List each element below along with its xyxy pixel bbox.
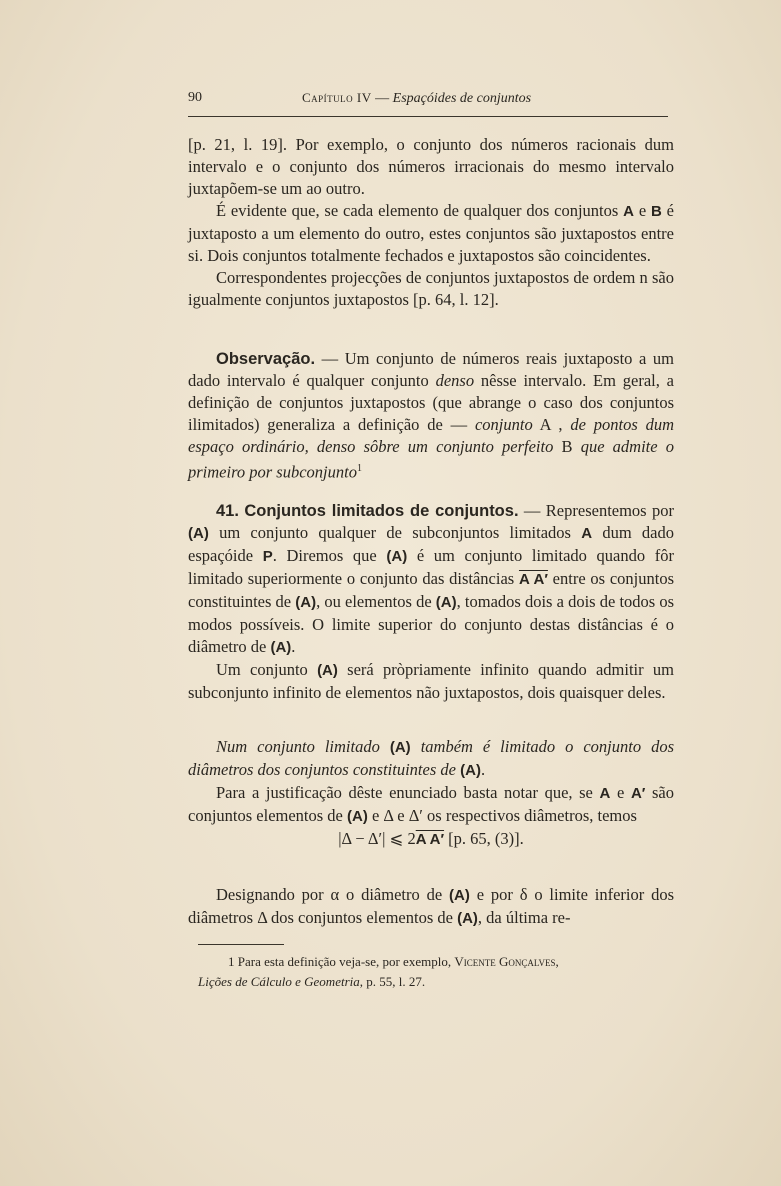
formula: |Δ − Δ′| ⩽ 2A A′ [p. 65, (3)]. bbox=[338, 829, 524, 848]
header-rule bbox=[188, 116, 668, 117]
footnote: 1 Para esta definição veja-se, por exemplo, Vicente Gonçalves, Lições de Cálculo e Geometria, p. 55, l. 27. bbox=[198, 954, 559, 989]
page-number: 90 bbox=[188, 90, 202, 105]
paragraph-2: É evidente que, se cada elemento de qualquer dos conjuntos A e B é juxtaposto a um elemento do outro, estes conjuntos são juxtapostos entre si. Dois conjuntos totalmente fechados e juxtapostos são coincidentes. bbox=[188, 201, 675, 265]
observation-block bbox=[188, 348, 674, 484]
paragraph-1: [p. 21, l. 19]. Por exemplo, o conjunto dos números racionais dum intervalo e o conjunto dos números irracionais do mesmo intervalo juxtapõem-se um ao outro. bbox=[188, 135, 674, 198]
chapter-label: Capítulo IV bbox=[302, 90, 372, 105]
theorem-statement: Num conjunto limitado (A) também é limitado o conjunto dos diâmetros dos conjuntos constituintes de (A). bbox=[188, 737, 674, 779]
theorem-block bbox=[188, 736, 674, 851]
observation-paragraph: Observação. — Um conjunto de números reais juxtaposto a um dado intervalo é qualquer conjunto denso nêsse intervalo. Em geral, a definição de conjuntos juxtapostos (que abrange o caso dos conjuntos ilimitados) generaliza a definição de — conjunto A , de pontos dum espaço ordinário, denso sôbre um conjunto perfeito B que admite o primeiro por subconjunto$^1$ bbox=[188, 349, 674, 482]
section-41 bbox=[188, 500, 674, 704]
chapter-title: Espaçóides de conjuntos bbox=[392, 91, 532, 106]
running-title: Capítulo IV — Espaçóides de conjuntos bbox=[302, 90, 532, 106]
paragraph-8: Designando por α o diâmetro de (A) e por δ o limite inferior dos diâmetros Δ dos conjuntos elementos de (A), da última re- bbox=[188, 885, 675, 927]
paragraph-3: Correspondentes projecções de conjuntos juxtapostos de ordem n são igualmente conjuntos juxtapostos [p. 64, l. 12]. bbox=[188, 268, 674, 309]
footnote-number: 1 bbox=[228, 954, 235, 969]
paragraph-5: Um conjunto (A) será pròpriamente infinito quando admitir um subconjunto infinito de elementos não juxtapostos, dois quaisquer deles. bbox=[188, 660, 674, 702]
observation-label: Observação. bbox=[216, 350, 316, 368]
footnote-rule bbox=[198, 944, 284, 945]
section-number: 41. bbox=[216, 502, 239, 520]
footnote-ref: 1 bbox=[356, 463, 362, 474]
running-header bbox=[188, 90, 670, 112]
body-block-last bbox=[188, 884, 674, 930]
section-title: Conjuntos limitados de conjuntos. bbox=[244, 502, 519, 520]
footnote-author: Vicente Gonçalves bbox=[454, 954, 556, 969]
section-paragraph: 41. Conjuntos limitados de conjuntos. — Representemos por (A) um conjunto qualquer de subconjuntos limitados A dum dado espaçóide P. Diremos que (A) é um conjunto limitado quando fôr limitado superiormente o conjunto das distâncias A A′ entre os conjuntos constituintes de (A), ou elementos de (A), tomados dois a dois de todos os modos possíveis. O limite superior do conjunto destas distâncias é o diâmetro de (A). bbox=[188, 501, 675, 656]
footnote-book: Lições de Cálculo e Geometria bbox=[198, 974, 360, 989]
body-block-1 bbox=[188, 134, 674, 311]
paragraph-7: Para a justificação dêste enunciado basta notar que, se A e A′ são conjuntos elementos de (A) e Δ e Δ′ os respectivos diâmetros, temos bbox=[188, 783, 674, 825]
